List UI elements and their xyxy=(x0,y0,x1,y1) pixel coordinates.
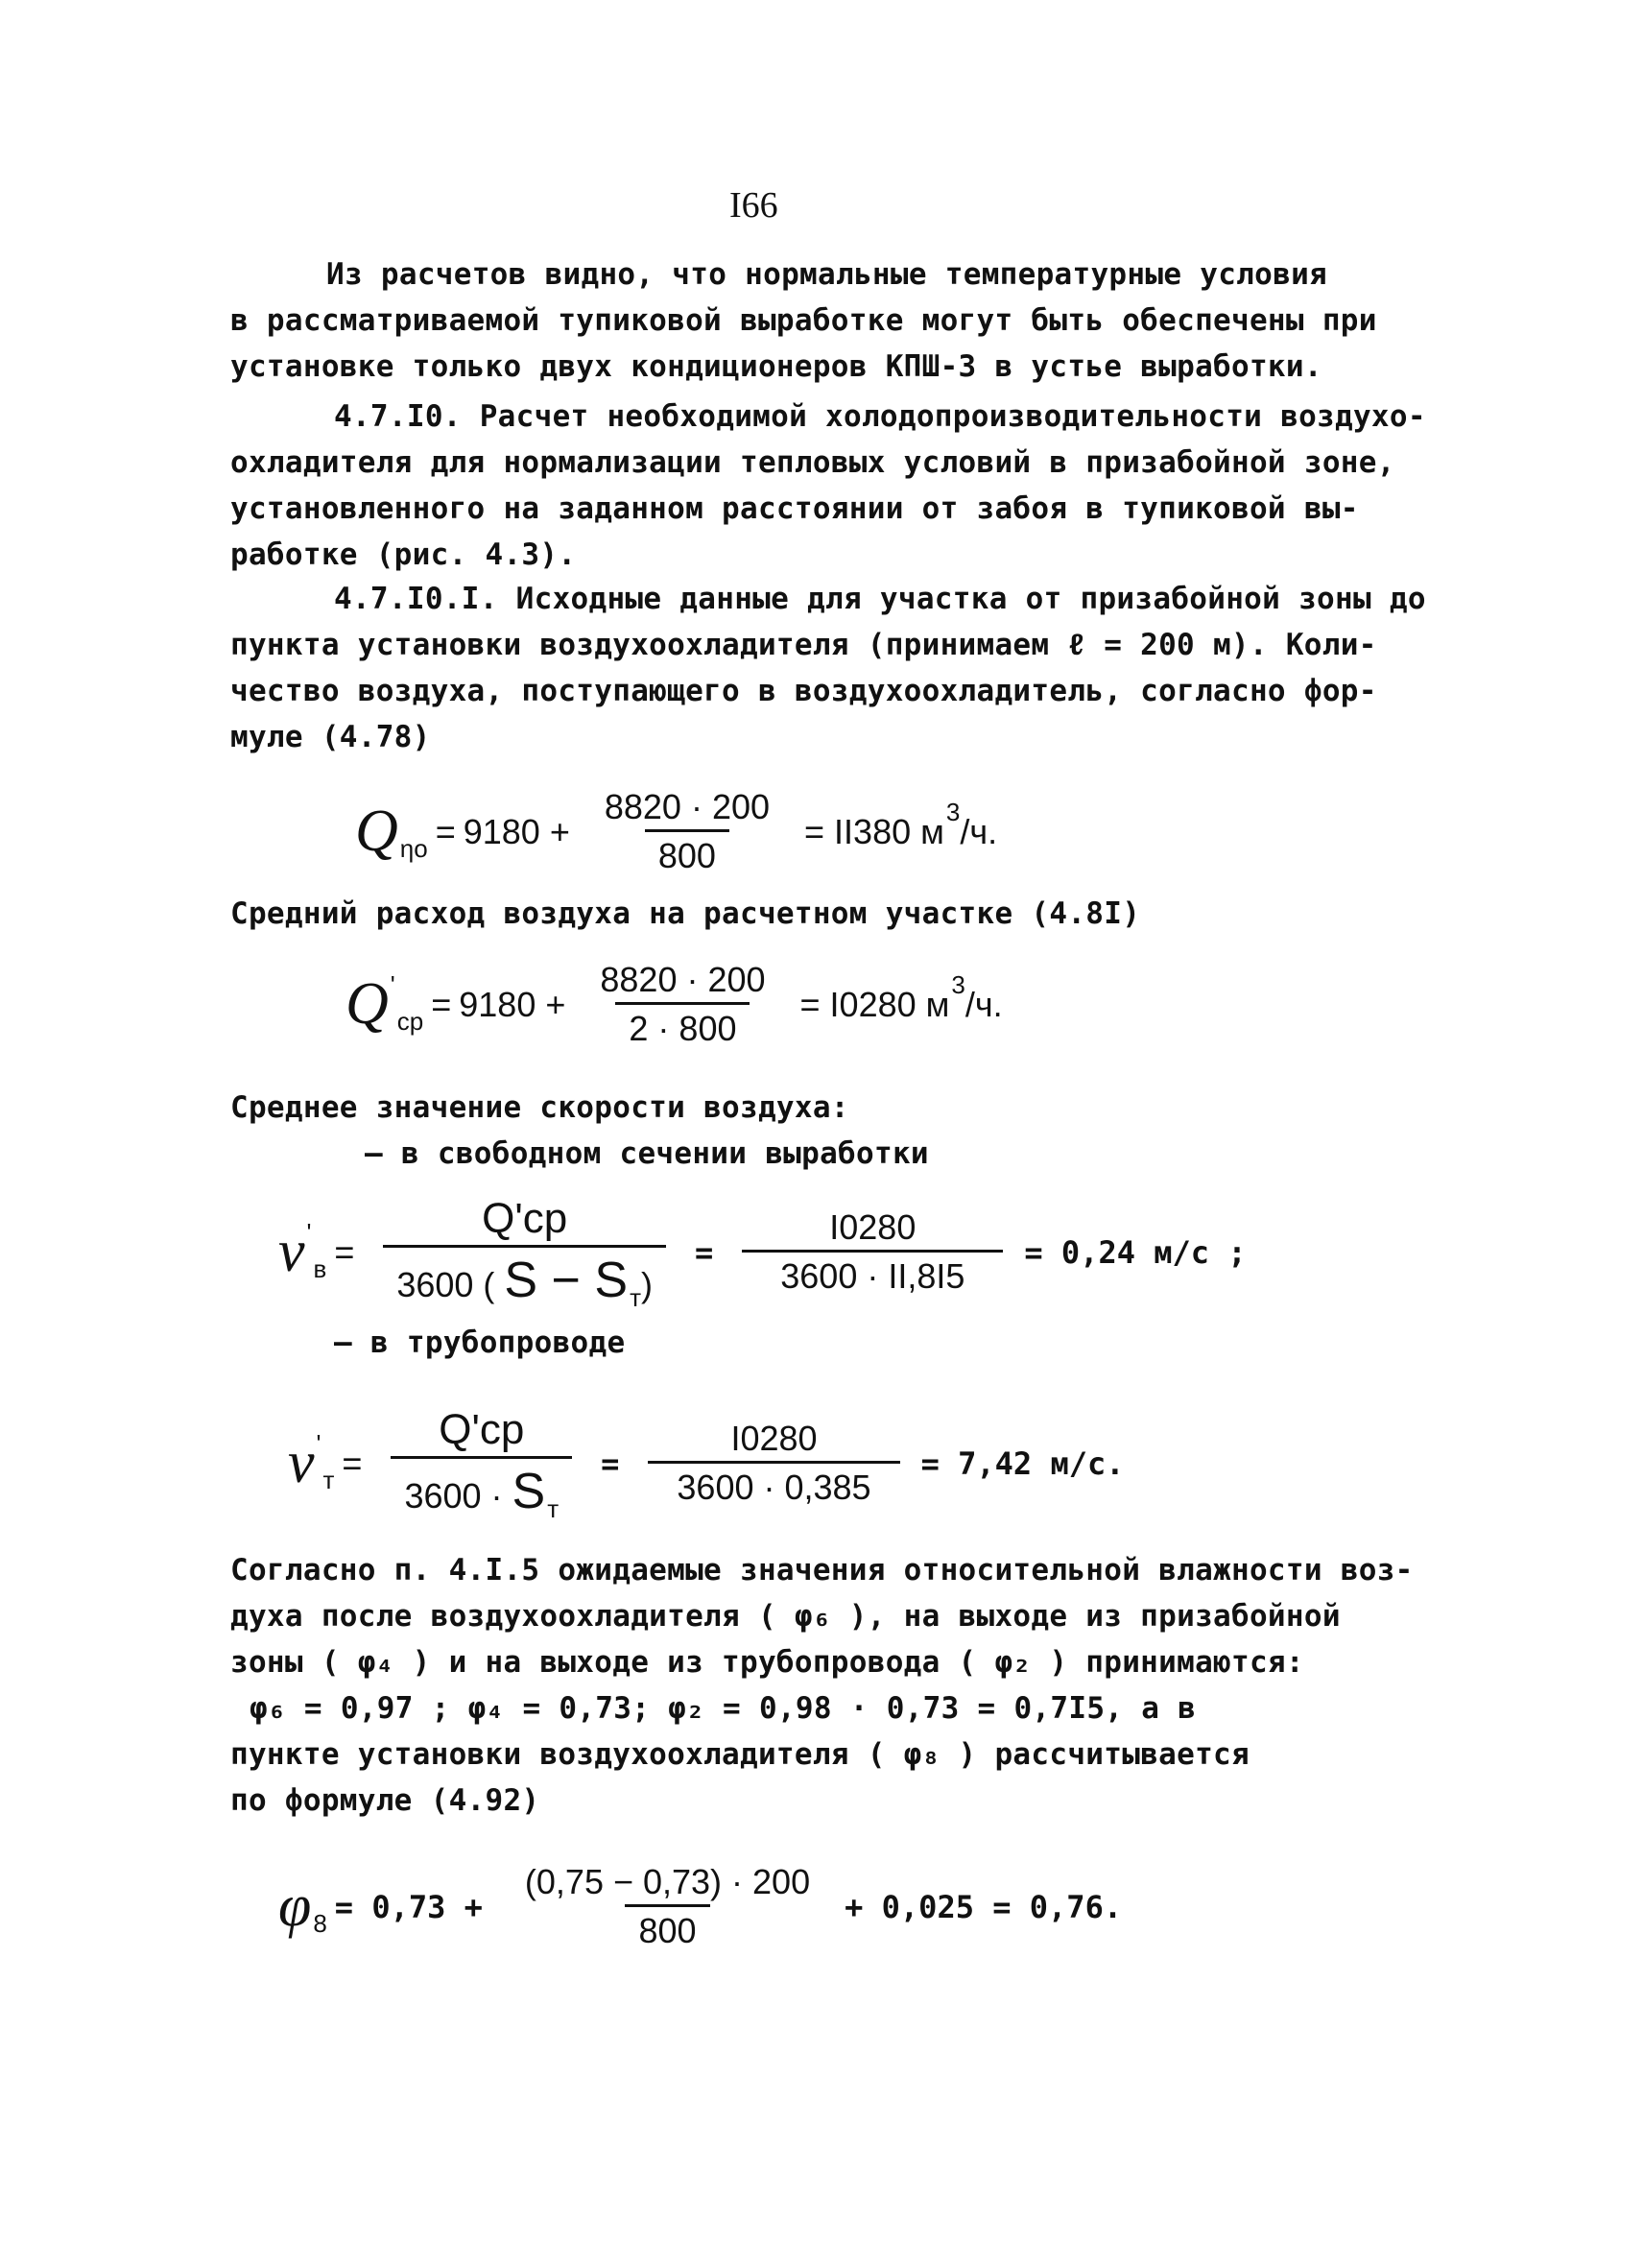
formula-subscript: ηo xyxy=(399,834,428,863)
text-line: – в трубопроводе xyxy=(334,1325,626,1360)
text-line: Среднее значение скорости воздуха: xyxy=(230,1090,849,1125)
text-line: 4.7.I0. Расчет необходимой холодопроизводительности воздухо- xyxy=(334,399,1426,434)
formula-result: = 0,24 м/с ; xyxy=(1024,1233,1247,1271)
formula-speed-pipe xyxy=(288,1406,1125,1523)
formula-fraction xyxy=(591,787,783,876)
formula-operator: = xyxy=(694,1233,714,1271)
formula-fraction xyxy=(586,960,778,1049)
formula-fraction xyxy=(391,1406,572,1523)
text-line: чество воздуха, поступающего в воздухоохладитель, согласно фор- xyxy=(230,674,1377,708)
area-symbol: S xyxy=(512,1464,546,1519)
text-line: в рассматриваемой тупиковой выработке могут быть обеспечены при xyxy=(230,303,1377,338)
formula-speed-free-section xyxy=(278,1195,1247,1312)
formula-result: + 0,025 = 0,76. xyxy=(845,1888,1123,1925)
fraction-numerator: 8820 · 200 xyxy=(600,960,766,999)
text-line: Согласно п. 4.I.5 ожидаемые значения относительной влажности воз- xyxy=(230,1553,1414,1588)
text-line: работке (рис. 4.3). xyxy=(230,537,577,572)
page-number: I66 xyxy=(729,185,778,226)
formula-subscript: т xyxy=(322,1466,335,1494)
formula-fraction xyxy=(512,1862,823,1951)
formula-operator: = xyxy=(334,1231,355,1272)
paragraph-pipe xyxy=(230,1320,1459,1366)
formula-fraction xyxy=(648,1419,899,1508)
text-line: φ₆ = 0,97 ; φ₄ = 0,73; φ₂ = 0,98 · 0,73 = 0,7I5, а в xyxy=(250,1691,1197,1726)
fraction-denominator xyxy=(391,1456,572,1523)
paragraph-humidity xyxy=(230,1547,1459,1824)
formula-average-flow xyxy=(345,960,1003,1049)
paragraph-conclusion xyxy=(230,251,1459,390)
fraction-numerator: Q'ср xyxy=(482,1195,568,1242)
formula-unit: /ч. xyxy=(964,984,1003,1024)
formula-superscript: 3 xyxy=(951,970,965,999)
formula-operator: = xyxy=(431,984,452,1024)
formula-term: 9180 + xyxy=(463,811,570,851)
formula-result: = II380 м xyxy=(804,811,944,851)
text-line: – в свободном сечении выработки xyxy=(365,1136,929,1171)
formula-symbol: φ xyxy=(278,1874,312,1939)
fraction-denominator: 2 · 800 xyxy=(615,1002,750,1049)
text-line: зоны ( φ₄ ) и на выходе из трубопровода ( φ₂ ) принимаются: xyxy=(230,1645,1304,1680)
formula-humidity xyxy=(278,1862,1122,1951)
text-line: 4.7.I0.I. Исходные данные для участка от призабойной зоны до xyxy=(334,582,1426,616)
text-line: Из расчетов видно, что нормальные температурные условия xyxy=(326,257,1327,292)
paragraph-section-heading xyxy=(230,394,1459,578)
fraction-denominator: 3600 · II,8I5 xyxy=(742,1250,1003,1297)
text-line: Средний расход воздуха на расчетном участке (4.8I) xyxy=(230,896,1141,931)
fraction-denominator: 3600 · 0,385 xyxy=(648,1461,899,1508)
fraction-numerator: I0280 xyxy=(829,1207,917,1247)
text-line: установленного на заданном расстоянии от забоя в тупиковой вы- xyxy=(230,491,1359,526)
formula-fraction xyxy=(383,1195,666,1312)
text-line: пункта установки воздухоохладителя (принимаем ℓ = 200 м). Коли- xyxy=(230,628,1377,662)
denominator-part: 3600 · xyxy=(404,1476,512,1516)
fraction-denominator xyxy=(383,1245,666,1312)
formula-symbol: Q xyxy=(345,971,389,1037)
formula-term: = 0,73 + xyxy=(334,1888,483,1925)
formula-air-quantity xyxy=(355,787,997,876)
formula-superscript: ' xyxy=(306,1218,312,1247)
formula-symbol: Q xyxy=(355,799,398,864)
formula-subscript: т xyxy=(547,1494,560,1523)
fraction-numerator: 8820 · 200 xyxy=(604,787,771,826)
fraction-denominator: 800 xyxy=(625,1904,709,1951)
text-line: по формуле (4.92) xyxy=(230,1783,540,1818)
formula-operator: = xyxy=(601,1444,620,1482)
area-symbol: S xyxy=(504,1253,538,1308)
formula-subscript: в xyxy=(313,1254,327,1283)
fraction-denominator: 800 xyxy=(645,829,729,876)
paragraph-input-data xyxy=(230,576,1459,760)
text-line: установке только двух кондиционеров КПШ-3 в устье выработки. xyxy=(230,349,1322,384)
denominator-part: ) xyxy=(640,1265,653,1304)
fraction-numerator: Q'ср xyxy=(439,1406,525,1453)
formula-symbol: v xyxy=(278,1219,305,1284)
fraction-numerator: (0,75 − 0,73) · 200 xyxy=(524,1862,811,1901)
fraction-numerator: I0280 xyxy=(730,1419,818,1458)
text-line: муле (4.78) xyxy=(230,720,431,754)
paragraph-average-speed xyxy=(230,1085,1459,1177)
formula-term: 9180 + xyxy=(459,984,566,1024)
denominator-part: − S xyxy=(537,1253,629,1308)
text-line: охладителя для нормализации тепловых условий в призабойной зоне, xyxy=(230,445,1395,480)
paragraph-average-flow xyxy=(230,891,1459,937)
formula-fraction xyxy=(742,1207,1003,1297)
formula-operator: = xyxy=(342,1443,363,1483)
formula-operator: = xyxy=(435,811,456,851)
formula-subscript: ср xyxy=(396,1007,424,1036)
text-line: пункте установки воздухоохладителя ( φ₈ ) рассчитывается xyxy=(230,1737,1250,1772)
denominator-part: 3600 ( xyxy=(396,1265,505,1304)
formula-subscript: т xyxy=(630,1283,641,1312)
formula-result: = 7,42 м/с. xyxy=(920,1444,1125,1482)
text-line: духа после воздухоохладителя ( φ₆ ), на выходе из призабойной xyxy=(230,1599,1341,1634)
formula-superscript: ' xyxy=(316,1429,321,1458)
formula-result: = I0280 м xyxy=(799,984,950,1024)
formula-superscript: 3 xyxy=(945,798,961,826)
formula-symbol: v xyxy=(288,1430,315,1495)
formula-subscript: 8 xyxy=(313,1909,327,1938)
formula-unit: /ч. xyxy=(960,811,998,851)
formula-superscript: ' xyxy=(390,970,395,999)
